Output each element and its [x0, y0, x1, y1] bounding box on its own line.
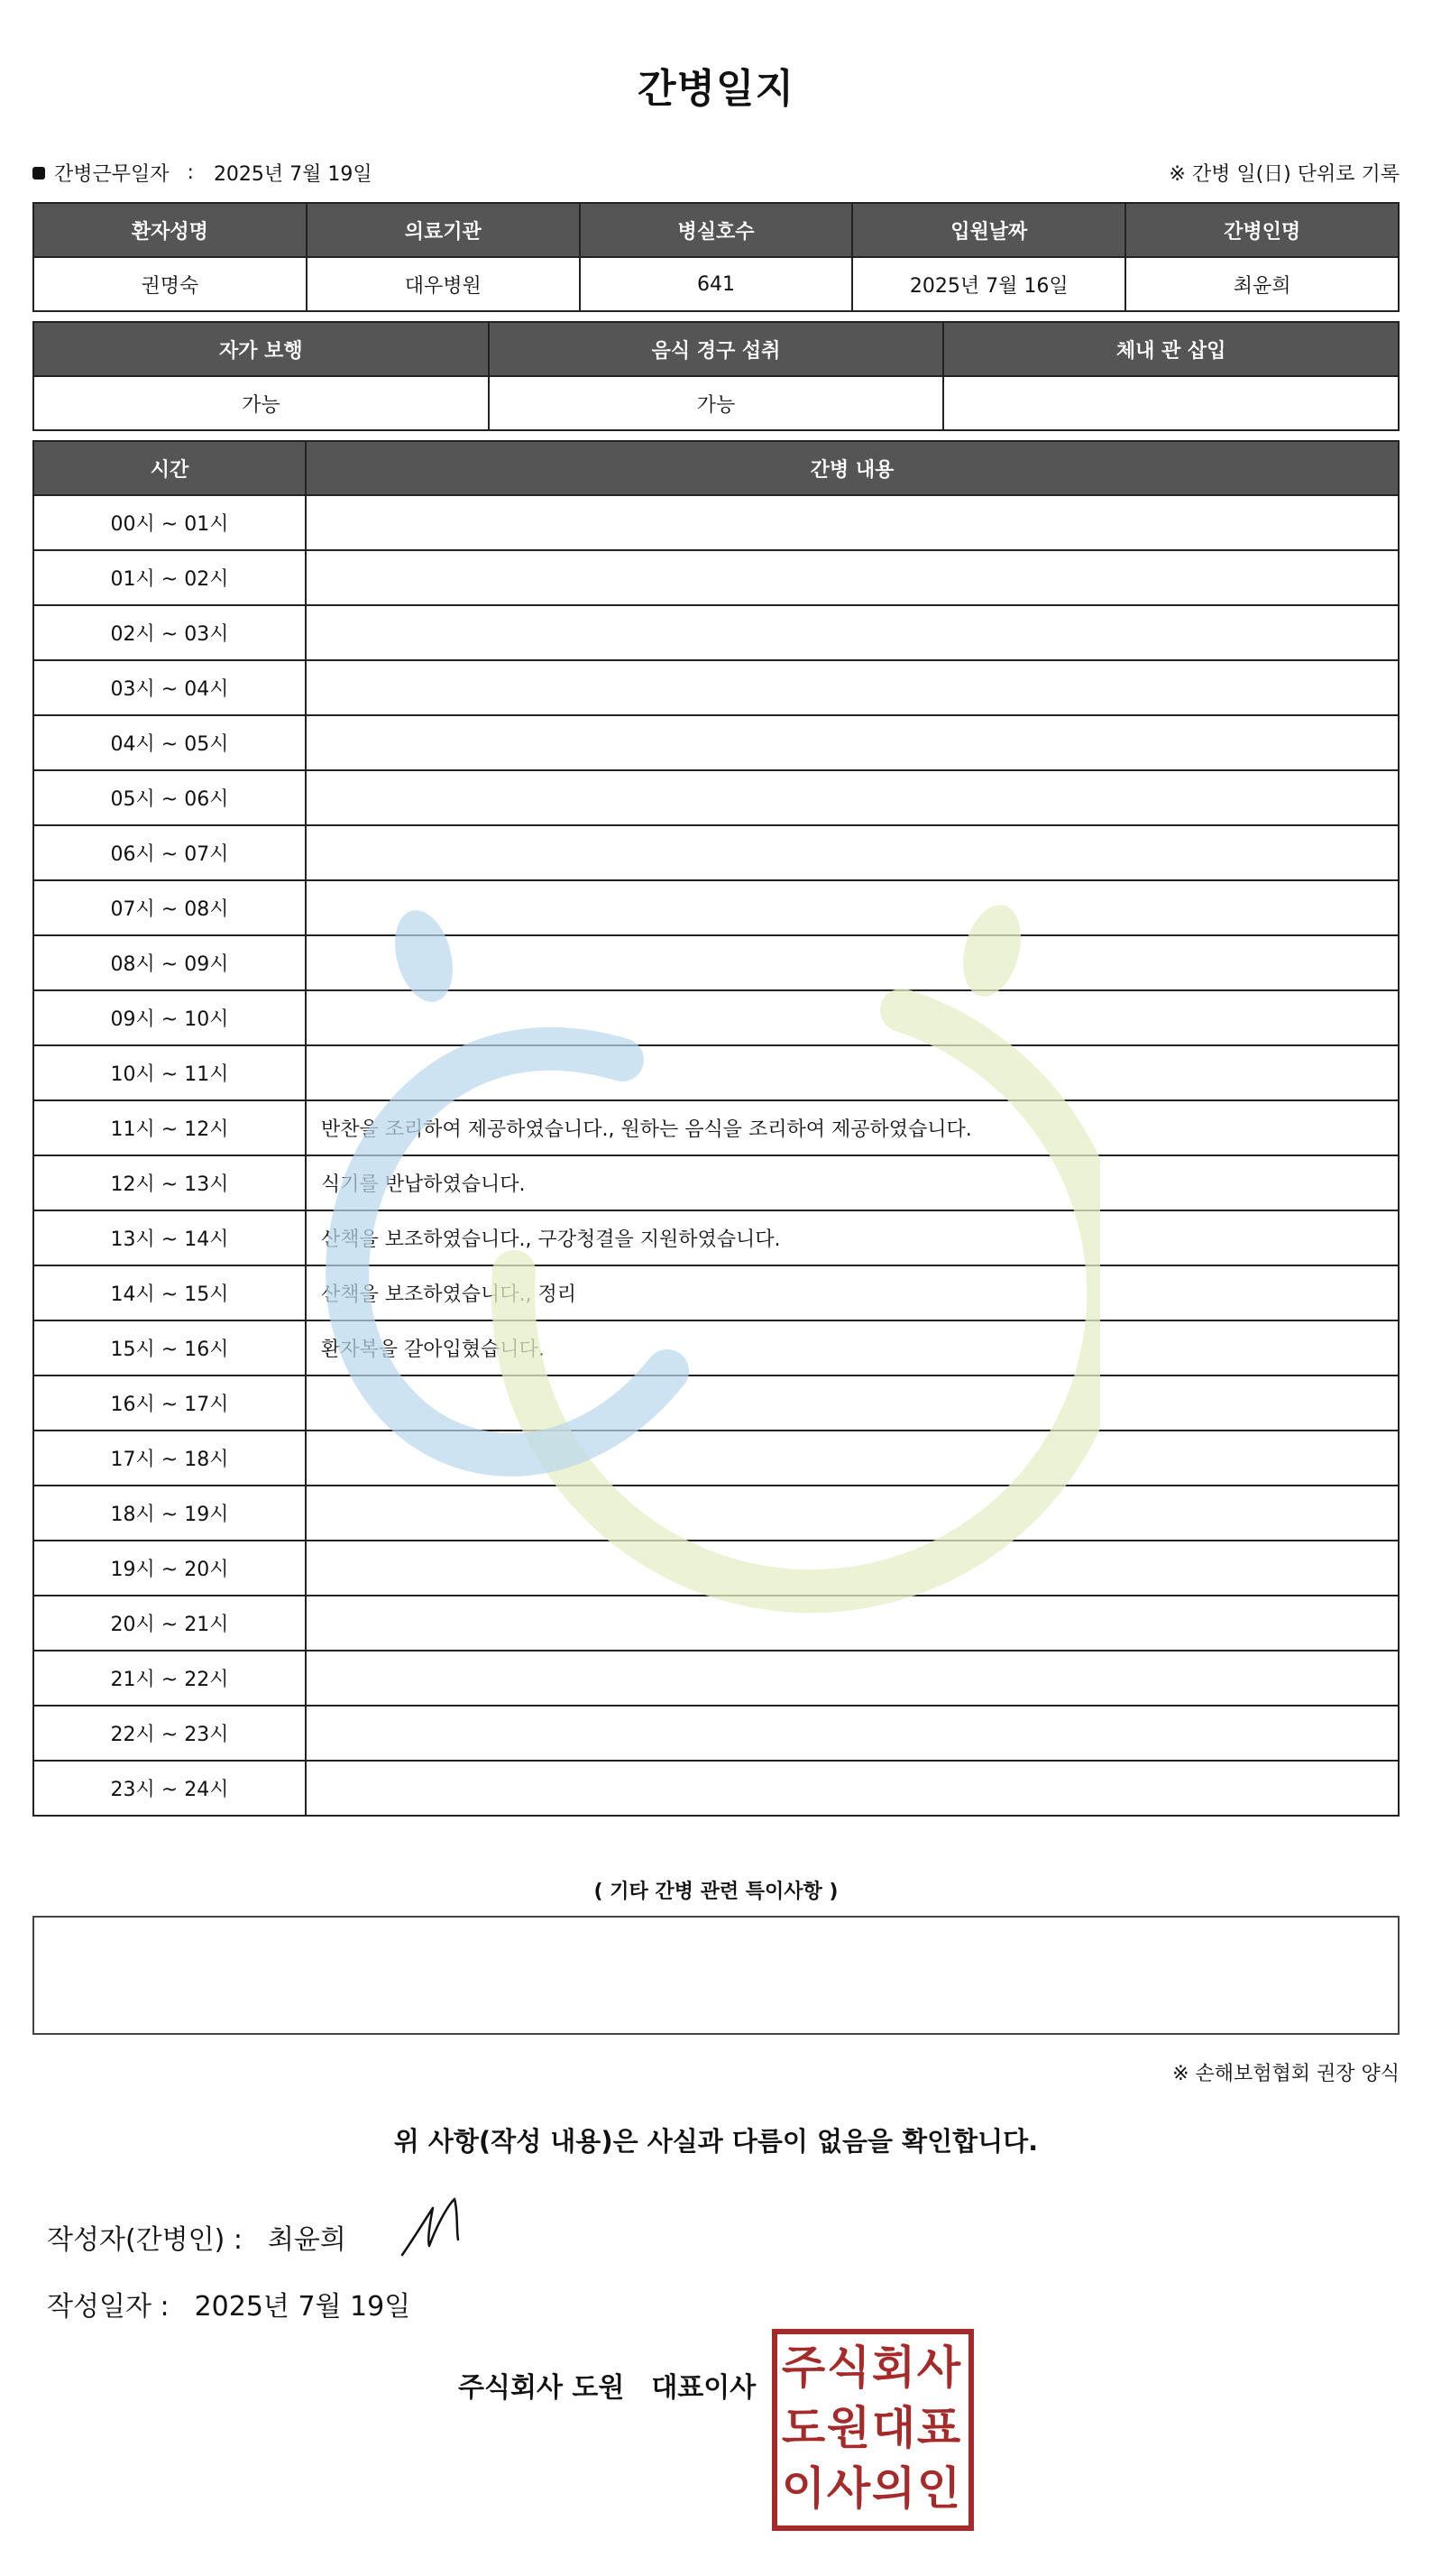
room-number-value: 641 — [580, 257, 853, 311]
table-row — [33, 990, 1399, 1045]
care-content-cell — [306, 550, 1399, 605]
care-content-cell — [306, 990, 1399, 1045]
write-date-label: 작성일자 : — [47, 2291, 170, 2323]
header-tube-insertion: 체내 관 삽입 — [943, 322, 1399, 376]
time-cell: 03시 ~ 04시 — [33, 660, 306, 715]
table-row — [33, 495, 1399, 550]
care-content-cell — [306, 1431, 1399, 1486]
notes-title: ( 기타 간병 관련 특이사항 ) — [593, 1881, 839, 1903]
time-cell: 09시 ~ 10시 — [33, 990, 306, 1045]
header-patient-name: 환자성명 — [33, 203, 307, 257]
header-admission-date: 입원날짜 — [852, 203, 1125, 257]
time-cell: 00시 ~ 01시 — [33, 495, 306, 550]
writer-label: 작성자(간병인) : — [47, 2224, 243, 2256]
header-care-content: 간병 내용 — [306, 441, 1399, 495]
table-row — [33, 660, 1399, 715]
time-cell: 17시 ~ 18시 — [33, 1431, 306, 1486]
writer-name: 최윤희 — [267, 2224, 346, 2256]
time-cell: 05시 ~ 06시 — [33, 770, 306, 825]
seal-characters — [781, 2338, 961, 2518]
company-seal-stamp — [772, 2329, 974, 2531]
care-content-cell — [306, 1651, 1399, 1706]
company-representative: 대표이사 — [651, 2372, 757, 2404]
time-cell: 20시 ~ 21시 — [33, 1596, 306, 1651]
seal-character: 표 — [916, 2401, 961, 2454]
time-cell: 18시 ~ 19시 — [33, 1486, 306, 1541]
care-content-cell: 식기를 반납하였습니다. — [306, 1155, 1399, 1210]
table-row — [33, 550, 1399, 605]
time-cell: 12시 ~ 13시 — [33, 1155, 306, 1210]
table-row — [33, 1100, 1399, 1155]
care-log-header-row — [33, 441, 1399, 495]
header-time: 시간 — [33, 441, 306, 495]
oral-intake-value: 가능 — [489, 376, 944, 430]
patient-status-table — [32, 321, 1400, 431]
seal-character: 회 — [871, 2341, 916, 2395]
care-content-cell — [306, 1761, 1399, 1816]
care-log-table — [32, 440, 1400, 1817]
care-content-cell — [306, 880, 1399, 935]
time-cell: 23시 ~ 24시 — [33, 1761, 306, 1816]
seal-character: 식 — [826, 2341, 871, 2395]
table-row — [33, 1706, 1399, 1761]
seal-character: 이 — [781, 2461, 826, 2515]
table-row — [33, 1265, 1399, 1320]
care-content-cell — [306, 1706, 1399, 1761]
write-date-line — [47, 2284, 410, 2323]
hospital-value: 대우병원 — [307, 257, 580, 311]
care-content-cell — [306, 825, 1399, 880]
care-content-cell — [306, 660, 1399, 715]
time-cell: 10시 ~ 11시 — [33, 1045, 306, 1100]
writer-line — [47, 2217, 346, 2257]
care-content-cell: 산책을 보조하였습니다., 구강청결을 지원하였습니다. — [306, 1210, 1399, 1265]
patient-info-table — [32, 202, 1400, 312]
seal-character: 도 — [781, 2401, 826, 2454]
notes-box — [32, 1916, 1400, 2035]
work-date-line — [32, 159, 372, 187]
header-oral-intake: 음식 경구 섭취 — [489, 322, 944, 376]
seal-character: 인 — [916, 2461, 961, 2515]
time-cell: 07시 ~ 08시 — [33, 880, 306, 935]
header-self-walking: 자가 보행 — [33, 322, 489, 376]
time-cell: 13시 ~ 14시 — [33, 1210, 306, 1265]
table-row — [33, 1210, 1399, 1265]
care-content-cell — [306, 1486, 1399, 1541]
time-cell: 02시 ~ 03시 — [33, 605, 306, 660]
table-row — [33, 880, 1399, 935]
table-row — [33, 1375, 1399, 1431]
table-row — [33, 1486, 1399, 1541]
care-content-cell: 환자복을 갈아입혔습니다. — [306, 1320, 1399, 1375]
patient-name-value: 권명숙 — [33, 257, 307, 311]
work-date-separator: : — [187, 161, 194, 184]
time-cell: 08시 ~ 09시 — [33, 935, 306, 990]
patient-info-header-row — [33, 203, 1399, 257]
care-content-cell — [306, 770, 1399, 825]
table-row — [33, 770, 1399, 825]
time-cell: 01시 ~ 02시 — [33, 550, 306, 605]
care-content-cell — [306, 1541, 1399, 1596]
care-content-cell — [306, 1596, 1399, 1651]
patient-status-header-row — [33, 322, 1399, 376]
table-row — [33, 1045, 1399, 1100]
seal-character: 사 — [826, 2461, 871, 2515]
table-row — [33, 1651, 1399, 1706]
care-log-body — [33, 495, 1399, 1816]
header-room-number: 병실호수 — [580, 203, 853, 257]
confirmation-statement: 위 사항(작성 내용)은 사실과 다름이 없음을 확인합니다. — [393, 2126, 1039, 2157]
work-date-label: 간병근무일자 — [54, 163, 170, 186]
handwritten-signature — [397, 2190, 487, 2262]
seal-character: 사 — [916, 2341, 961, 2395]
company-line — [458, 2365, 756, 2405]
form-source-note: ※ 손해보험협회 권장 양식 — [1172, 2063, 1400, 2085]
table-row — [33, 1596, 1399, 1651]
seal-character: 주 — [781, 2341, 826, 2395]
tube-insertion-value — [943, 376, 1399, 430]
time-cell: 19시 ~ 20시 — [33, 1541, 306, 1596]
table-row — [33, 1155, 1399, 1210]
table-row — [33, 825, 1399, 880]
time-cell: 04시 ~ 05시 — [33, 715, 306, 770]
care-content-cell — [306, 1375, 1399, 1431]
seal-character: 대 — [871, 2401, 916, 2454]
caregiver-name-value: 최윤희 — [1125, 257, 1399, 311]
seal-character: 의 — [871, 2461, 916, 2515]
care-content-cell — [306, 605, 1399, 660]
seal-character: 원 — [826, 2401, 871, 2454]
self-walking-value: 가능 — [33, 376, 489, 430]
time-cell: 16시 ~ 17시 — [33, 1375, 306, 1431]
table-row — [33, 1541, 1399, 1596]
table-row — [33, 1320, 1399, 1375]
time-cell: 21시 ~ 22시 — [33, 1651, 306, 1706]
time-cell: 06시 ~ 07시 — [33, 825, 306, 880]
work-date-value: 2025년 7월 19일 — [213, 163, 372, 186]
table-row — [33, 1431, 1399, 1486]
care-content-cell: 산책을 보조하였습니다., 정리 — [306, 1265, 1399, 1320]
admission-date-value: 2025년 7월 16일 — [852, 257, 1125, 311]
time-cell: 14시 ~ 15시 — [33, 1265, 306, 1320]
company-name: 주식회사 도원 — [458, 2372, 625, 2404]
patient-status-value-row — [33, 376, 1399, 430]
table-row — [33, 605, 1399, 660]
time-cell: 11시 ~ 12시 — [33, 1100, 306, 1155]
header-caregiver-name: 간병인명 — [1125, 203, 1399, 257]
write-date-value: 2025년 7월 19일 — [194, 2291, 411, 2323]
page-title: 간병일지 — [637, 66, 794, 112]
table-row — [33, 935, 1399, 990]
table-row — [33, 1761, 1399, 1816]
unit-note: ※ 간병 일(日) 단위로 기록 — [1169, 163, 1400, 186]
table-row — [33, 715, 1399, 770]
time-cell: 15시 ~ 16시 — [33, 1320, 306, 1375]
care-content-cell: 반찬을 조리하여 제공하였습니다., 원하는 음식을 조리하여 제공하였습니다. — [306, 1100, 1399, 1155]
time-cell: 22시 ~ 23시 — [33, 1706, 306, 1761]
care-content-cell — [306, 935, 1399, 990]
square-bullet-icon — [32, 167, 45, 179]
care-content-cell — [306, 495, 1399, 550]
care-content-cell — [306, 715, 1399, 770]
patient-info-value-row — [33, 257, 1399, 311]
care-content-cell — [306, 1045, 1399, 1100]
header-hospital: 의료기관 — [307, 203, 580, 257]
